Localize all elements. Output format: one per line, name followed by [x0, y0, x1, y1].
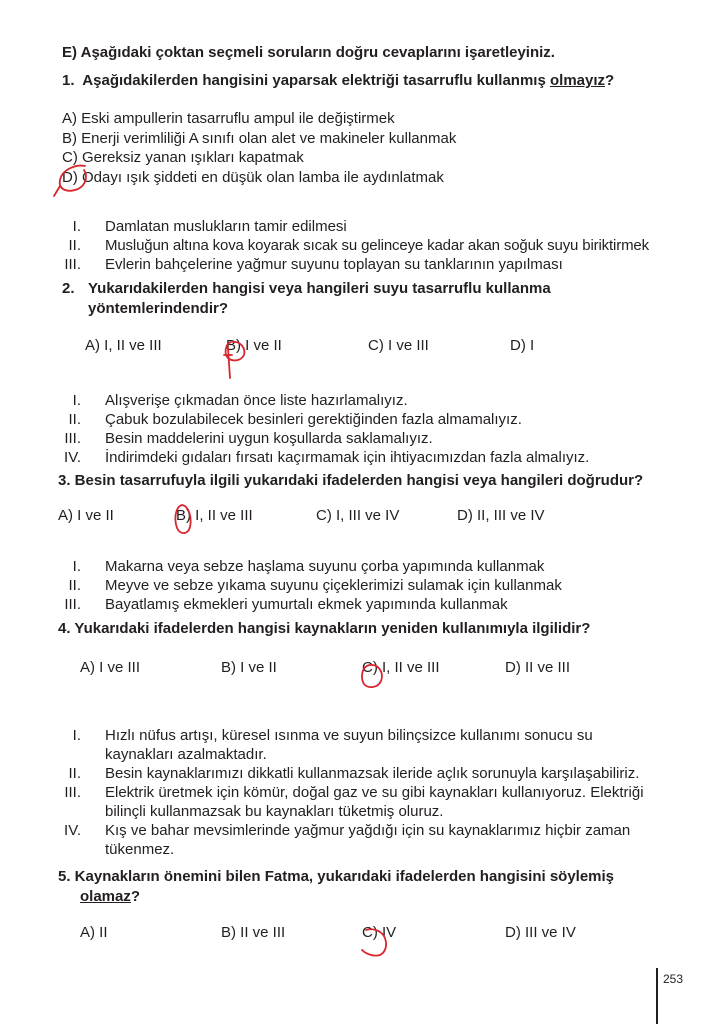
question-text-line2	[80, 887, 140, 906]
q5-option-c[interactable]: C) IV	[362, 924, 397, 941]
roman-numeral: I.	[72, 392, 81, 409]
statement-text: Meyve ve sebze yıkama suyunu çiçeklerimizi sulamak için kullanmak	[105, 577, 562, 594]
question-end: ?	[130, 888, 141, 905]
question-text-line1: Yukarıdakilerden hangisi veya hangileri suyu tasarruflu kullanma	[88, 280, 551, 297]
roman-numeral: II.	[68, 577, 81, 594]
page-number: 253	[663, 972, 684, 986]
roman-numeral: I.	[72, 558, 81, 575]
question-number: 2.	[62, 280, 75, 297]
statement-text: İndirimdeki gıdaları fırsatı kaçırmamak için ihtiyacımızdan fazla almalıyız.	[105, 449, 590, 466]
q4-option-c[interactable]: C) I, II ve III	[362, 659, 440, 676]
question-emphasis: olmayız	[549, 72, 606, 89]
statement-text: Elektrik üretmek için kömür, doğal gaz ve su gibi kaynakları kullanıyoruz. Elektriği	[105, 784, 644, 801]
roman-numeral: IV.	[64, 822, 81, 839]
question-1	[62, 71, 614, 90]
question-3: 3. Besin tasarrufuyla ilgili yukarıdaki ifadelerden hangisi veya hangileri doğrudur?	[58, 472, 644, 489]
q4-option-a[interactable]: A) I ve III	[80, 659, 141, 676]
statement-text: Kış ve bahar mevsimlerinde yağmur yağdığı için su kaynaklarımız hiçbir zaman	[105, 822, 631, 839]
q2-option-b[interactable]: B) I ve II	[226, 337, 282, 354]
statement-text: Besin kaynaklarımızı dikkatli kullanmazsak ileride açlık sorunuyla karşılaşabiliriz.	[105, 765, 640, 782]
roman-numeral: IV.	[64, 449, 81, 466]
roman-numeral: II.	[68, 765, 81, 782]
statement-text: bilinçli kullanmazsak bu kaynakları tüketmiş oluruz.	[105, 803, 444, 820]
q5-option-d[interactable]: D) III ve IV	[505, 924, 576, 941]
roman-numeral: II.	[68, 411, 81, 428]
statement-text: Alışverişe çıkmadan önce liste hazırlamalıyız.	[105, 392, 408, 409]
q3-option-d[interactable]: D) II, III ve IV	[457, 507, 545, 524]
q3-option-b[interactable]: B) I, II ve III	[176, 507, 253, 524]
page-number-rule	[656, 968, 658, 1024]
q1-option-d[interactable]: D) Odayı ışık şiddeti en düşük olan lamba ile aydınlatmak	[62, 168, 444, 186]
question-text-line1: 5. Kaynakların önemini bilen Fatma, yukarıdaki ifadelerden hangisini söylemiş	[58, 868, 615, 885]
statement-text: Bayatlamış ekmekleri yumurtalı ekmek yapımında kullanmak	[105, 596, 508, 613]
statement-text: kaynakları azalmaktadır.	[105, 746, 267, 763]
q2-option-c[interactable]: C) I ve III	[368, 337, 429, 354]
question-text: Aşağıdakilerden hangisini yaparsak elektriği tasarruflu kullanmış	[82, 72, 550, 89]
statement-text: Damlatan muslukların tamir edilmesi	[105, 218, 347, 235]
roman-numeral: III.	[64, 784, 81, 801]
statement-text: Musluğun altına kova koyarak sıcak su gelinceye kadar akan soğuk suyu biriktirmek	[105, 237, 649, 254]
q4-option-b[interactable]: B) I ve II	[221, 659, 277, 676]
statement-text: Besin maddelerini uygun koşullarda saklamalıyız.	[105, 430, 433, 447]
statement-text: Çabuk bozulabilecek besinleri gerektiğinden fazla almamalıyız.	[105, 411, 522, 428]
q5-option-b[interactable]: B) II ve III	[221, 924, 286, 941]
roman-numeral: III.	[64, 256, 81, 273]
statement-text: Makarna veya sebze haşlama suyunu çorba yapımında kullanmak	[105, 558, 545, 575]
statement-text: Evlerin bahçelerine yağmur suyunu toplayan su tanklarının yapılması	[105, 256, 563, 273]
statement-text: tükenmez.	[105, 841, 175, 858]
q3-option-c[interactable]: C) I, III ve IV	[316, 507, 400, 524]
q1-option-a[interactable]: A) Eski ampullerin tasarruflu ampul ile değiştirmek	[62, 110, 395, 127]
q1-option-c[interactable]: C) Gereksiz yanan ışıkları kapatmak	[62, 149, 304, 166]
roman-numeral: I.	[72, 218, 81, 235]
q5-option-a[interactable]: A) II	[80, 924, 108, 941]
roman-numeral: II.	[68, 237, 81, 254]
section-title: E) Aşağıdaki çoktan seçmeli soruların doğru cevaplarını işaretleyiniz.	[62, 44, 555, 61]
question-4: 4. Yukarıdaki ifadelerden hangisi kaynakların yeniden kullanımıyla ilgilidir?	[58, 620, 591, 637]
roman-numeral: I.	[72, 727, 81, 744]
q2-option-a[interactable]: A) I, II ve III	[85, 337, 162, 354]
question-end: ?	[605, 72, 615, 89]
question-emphasis: olamaz	[80, 888, 131, 905]
roman-numeral: III.	[64, 430, 81, 447]
q4-option-d[interactable]: D) II ve III	[505, 659, 571, 676]
roman-numeral: III.	[64, 596, 81, 613]
question-number: 1.	[62, 72, 75, 89]
q1-option-b[interactable]: B) Enerji verimliliği A sınıfı olan alet ve makineler kullanmak	[62, 129, 457, 147]
q3-option-a[interactable]: A) I ve II	[58, 507, 114, 524]
statement-text: Hızlı nüfus artışı, küresel ısınma ve suyun bilinçsizce kullanımı sonucu su	[105, 727, 593, 744]
q2-option-d[interactable]: D) I	[510, 337, 535, 354]
question-text-line2: yöntemlerindendir?	[88, 300, 229, 317]
